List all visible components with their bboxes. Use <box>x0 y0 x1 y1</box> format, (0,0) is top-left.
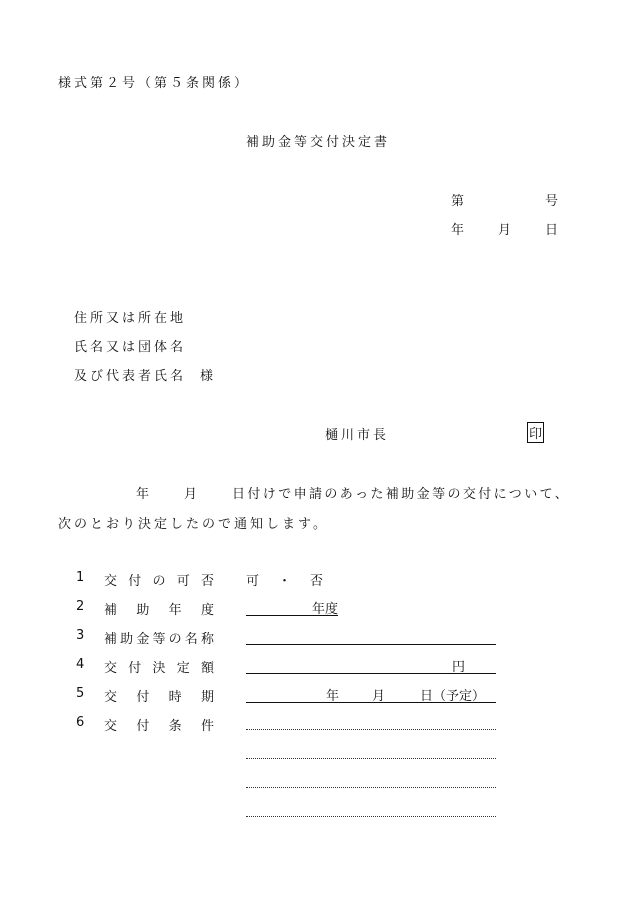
item-number: 6 <box>76 715 85 730</box>
recipient-name-label: 氏名又は団体名 <box>74 340 187 355</box>
date-year: 年 <box>451 223 465 238</box>
item-label-char: 条 <box>168 719 182 734</box>
item-label-char: の <box>168 632 182 647</box>
item-label-char: 称 <box>200 632 214 647</box>
approval-ka: 可 <box>246 574 260 589</box>
doc-number-dai: 第 <box>451 194 465 209</box>
item-label-char: 名 <box>184 632 198 647</box>
item-label-char: 補 <box>104 632 118 647</box>
page-title: 補助金等交付決定書 <box>246 135 391 150</box>
item-label-char: 年 <box>168 603 182 618</box>
seal-stamp: 印 <box>527 422 544 443</box>
item-label-char: 定 <box>176 661 190 676</box>
date-day: 日 <box>545 223 559 238</box>
item-label-char: 度 <box>200 603 214 618</box>
item-label-char: 期 <box>200 690 214 705</box>
recipient-rep-label: 及び代表者氏名 <box>74 369 187 384</box>
item-number: 3 <box>76 628 85 643</box>
item-label-char: 交 <box>104 574 118 589</box>
doc-number-go: 号 <box>545 194 559 209</box>
issuer-name: 樋川市長 <box>325 428 390 443</box>
conditions-line-4 <box>246 801 496 817</box>
approval-sep: ・ <box>278 574 292 589</box>
item-label-char: 件 <box>200 719 214 734</box>
item-label <box>104 657 214 676</box>
body-year: 年 <box>136 487 150 502</box>
item-label-char: 等 <box>152 632 166 647</box>
item-label-char: 額 <box>200 661 214 676</box>
item-label <box>104 599 214 618</box>
body-text-2: 次のとおり決定したので通知します。 <box>58 517 329 532</box>
approval-hi: 否 <box>310 574 324 589</box>
date-month: 月 <box>498 223 512 238</box>
item-number: 2 <box>76 599 85 614</box>
body-month: 月 <box>184 487 198 502</box>
timing-year: 年 <box>326 689 340 704</box>
item-number: 5 <box>76 686 85 701</box>
item-label-char: 付 <box>128 574 142 589</box>
item-label <box>104 570 214 589</box>
item-label-char: 金 <box>136 632 150 647</box>
fiscal-year-suffix: 年度 <box>311 602 338 617</box>
item-label-char: 時 <box>168 690 182 705</box>
conditions-line-3 <box>246 772 496 788</box>
item-label <box>104 686 214 705</box>
item-label-char: 交 <box>104 719 118 734</box>
form-number: 様式第２号（第５条関係） <box>58 76 251 91</box>
amount-field <box>246 656 496 674</box>
item-label-char: 付 <box>136 719 150 734</box>
timing-day-planned: 日（予定） <box>420 689 486 704</box>
subsidy-name-field <box>246 627 496 645</box>
item-label-char: 付 <box>136 690 150 705</box>
recipient-address-label: 住所又は所在地 <box>74 311 187 326</box>
item-label-char: の <box>152 574 166 589</box>
item-label-char: 付 <box>128 661 142 676</box>
amount-unit: 円 <box>452 660 466 675</box>
timing-field <box>246 685 496 703</box>
item-label-char: 助 <box>120 632 134 647</box>
item-label <box>104 715 214 734</box>
item-label-char: 交 <box>104 690 118 705</box>
item-label-char: 否 <box>200 574 214 589</box>
item-label <box>104 628 214 647</box>
item-label-char: 助 <box>136 603 150 618</box>
conditions-line-1 <box>246 714 496 730</box>
item-label-char: 補 <box>104 603 118 618</box>
item-label-char: 可 <box>176 574 190 589</box>
recipient-honorific: 様 <box>200 369 214 384</box>
fiscal-year-field <box>246 598 338 616</box>
item-number: 4 <box>76 657 85 672</box>
body-text-1: 日付けで申請のあった補助金等の交付について、 <box>232 487 571 502</box>
conditions-line-2 <box>246 743 496 759</box>
item-number: 1 <box>76 570 85 585</box>
item-label-char: 決 <box>152 661 166 676</box>
item-label-char: 交 <box>104 661 118 676</box>
timing-month: 月 <box>372 689 386 704</box>
